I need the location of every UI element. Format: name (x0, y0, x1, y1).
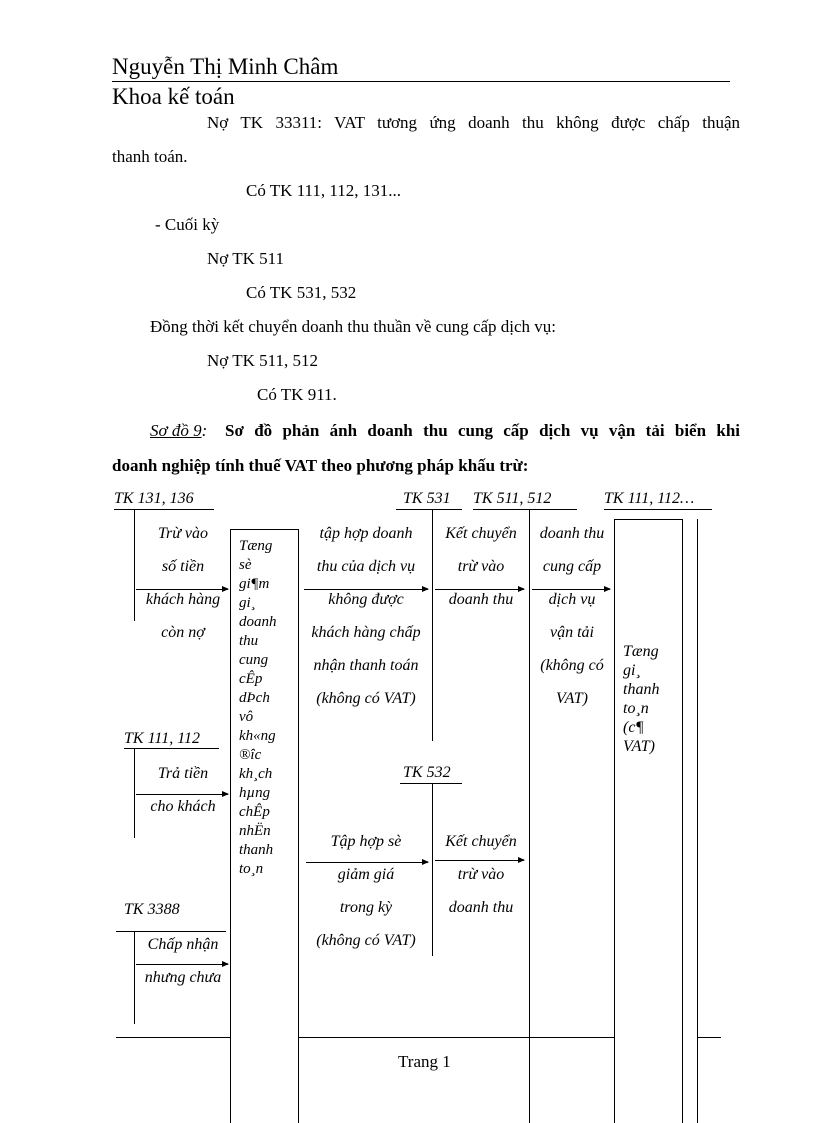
box1-line: thu (239, 633, 259, 649)
total-payment-text (623, 642, 659, 756)
arrow-col1 (136, 589, 228, 590)
box1-line: vô (239, 709, 254, 725)
arrow-col5 (532, 589, 610, 590)
col3b-line: giảm giá (337, 866, 395, 883)
box1-line: gi¸ (239, 595, 256, 611)
box1-line: hµng (239, 785, 271, 801)
tk532-rule (400, 783, 462, 784)
tk111-top-stem (697, 519, 698, 1123)
col4b-line: trừ vào (457, 866, 505, 883)
col3b-text (300, 825, 432, 957)
tk531-rule (396, 509, 462, 510)
account-tk511: TK 511, 512 (473, 490, 552, 507)
page-number: Trang 1 (398, 1052, 451, 1071)
footer-rule-mid (299, 1037, 529, 1038)
box1-line: ®îc (239, 747, 262, 763)
col3-line: tập hợp doanh (319, 525, 413, 542)
arrow-col3b (306, 862, 428, 863)
col4b-text (433, 825, 529, 924)
box1-line: nhËn (239, 823, 271, 839)
account-tk532: TK 532 (403, 764, 451, 781)
body-line-6: Đồng thời kết chuyển doanh thu thuần về cung cấp dịch vụ: (150, 317, 557, 336)
col3b-line: Tập hợp sè (330, 833, 402, 850)
tk111-rule (124, 748, 219, 749)
account-tk111: TK 111, 112 (124, 730, 201, 747)
box1-line: gi¶m (239, 576, 270, 592)
box1-line: dÞch (239, 690, 270, 706)
box1-line: to¸n (239, 861, 264, 877)
col1b-text (136, 757, 230, 823)
col1-line: số tiền (161, 558, 205, 575)
col5-line: doanh thu (539, 525, 605, 542)
caption-label-wrap (150, 421, 207, 441)
caption-line-2: doanh nghiệp tính thuế VAT theo phương pháp khấu trừ: (112, 456, 529, 475)
tk131-rule (114, 509, 214, 510)
col3-line: không được (328, 591, 404, 608)
col5-text (530, 517, 614, 715)
arrow-col3 (304, 589, 428, 590)
box1-line: sè (239, 557, 252, 573)
box2-line: to¸n (623, 700, 649, 717)
box1-line: chÊp (239, 804, 270, 820)
box1-line: cung (239, 652, 269, 668)
col1-line: khách hàng (145, 591, 221, 608)
col1-text (136, 517, 230, 649)
author-name: Nguyễn Thị Minh Châm (112, 54, 339, 79)
col4b-line: doanh thu (448, 899, 514, 916)
total-reduction-text (239, 537, 277, 879)
col5-line: cung cấp (542, 558, 602, 575)
col4-line: Kết chuyển (445, 525, 517, 542)
box2-line: Tæng (623, 643, 659, 660)
box2-line: gi¸ (623, 662, 641, 679)
header-rule (112, 81, 730, 82)
arrow-col4 (435, 589, 524, 590)
body-line-7: Nợ TK 511, 512 (207, 351, 318, 370)
col3-line: khách hàng chấp (311, 624, 421, 641)
col5-line: vận tải (550, 624, 594, 641)
col1-line: Trừ vào (157, 525, 209, 542)
account-tk531: TK 531 (403, 490, 451, 507)
col4b-line: Kết chuyển (445, 833, 517, 850)
col5-line: dịch vụ (548, 591, 596, 608)
col1c-line: Chấp nhận (147, 936, 219, 953)
body-line-2: Có TK 111, 112, 131... (246, 181, 402, 200)
caption-line-1: Sơ đồ phản ánh doanh thu cung cấp dịch vụ vận tải biển khi (225, 421, 740, 440)
col4-text (433, 517, 529, 616)
box1-line: kh¸ch (239, 766, 273, 782)
arrow-col1b (136, 794, 228, 795)
total-payment-box (614, 519, 683, 1123)
box2-line: thanh (623, 681, 660, 698)
col1-line: còn nợ (161, 624, 205, 641)
col3-text (300, 517, 432, 715)
footer-rule-right (697, 1037, 721, 1038)
body-line-4: Nợ TK 511 (207, 249, 284, 268)
body-line-3: - Cuối kỳ (155, 215, 220, 234)
footer-rule-left (116, 1037, 230, 1038)
box1-line: kh«ng (239, 728, 276, 744)
body-line-1a: Nợ TK 33311: VAT tương ứng doanh thu không được chấp thuận (207, 113, 740, 132)
col1c-text (136, 928, 230, 994)
col5-line: VAT) (556, 690, 588, 707)
body-line-8: Có TK 911. (257, 385, 337, 404)
arrow-col1c (136, 964, 228, 965)
account-tk111-top: TK 111, 112… (604, 490, 695, 507)
col1b-line: Trả tiền (157, 765, 209, 782)
box1-line: thanh (239, 842, 274, 858)
box2-line: VAT) (623, 738, 655, 755)
caption-label: Sơ đồ 9 (150, 421, 202, 440)
col4-line: trừ vào (457, 558, 505, 575)
tk3388-stem (134, 931, 135, 1024)
col3-line: (không có VAT) (316, 690, 416, 707)
col3-line: thu của dịch vụ (316, 558, 416, 575)
col3-line: nhận thanh toán (313, 657, 419, 674)
caption-colon: : (201, 421, 208, 440)
col5-line: (không có (540, 657, 604, 674)
department-name: Khoa kế toán (112, 84, 235, 109)
body-line-1b: thanh toán. (112, 147, 188, 166)
tk511-rule (473, 509, 577, 510)
col4-line: doanh thu (448, 591, 514, 608)
tk131-stem (134, 509, 135, 621)
footer-rule-mid2 (529, 1037, 614, 1038)
col3b-line: trong kỳ (339, 899, 393, 916)
col3b-line: (không có VAT) (316, 932, 416, 949)
box1-line: cÊp (239, 671, 263, 687)
box2-line: (c¶ (623, 719, 644, 736)
box1-line: Tæng (239, 538, 273, 554)
tk111-stem (134, 748, 135, 838)
box1-line: doanh (239, 614, 277, 630)
col1b-line: cho khách (150, 798, 216, 815)
tk111-top-rule (604, 509, 712, 510)
account-tk131: TK 131, 136 (114, 490, 194, 507)
account-tk3388: TK 3388 (124, 901, 180, 918)
col1c-line: nhưng chưa (144, 969, 222, 986)
body-line-5: Có TK 531, 532 (246, 283, 357, 302)
arrow-col4b (435, 860, 524, 861)
